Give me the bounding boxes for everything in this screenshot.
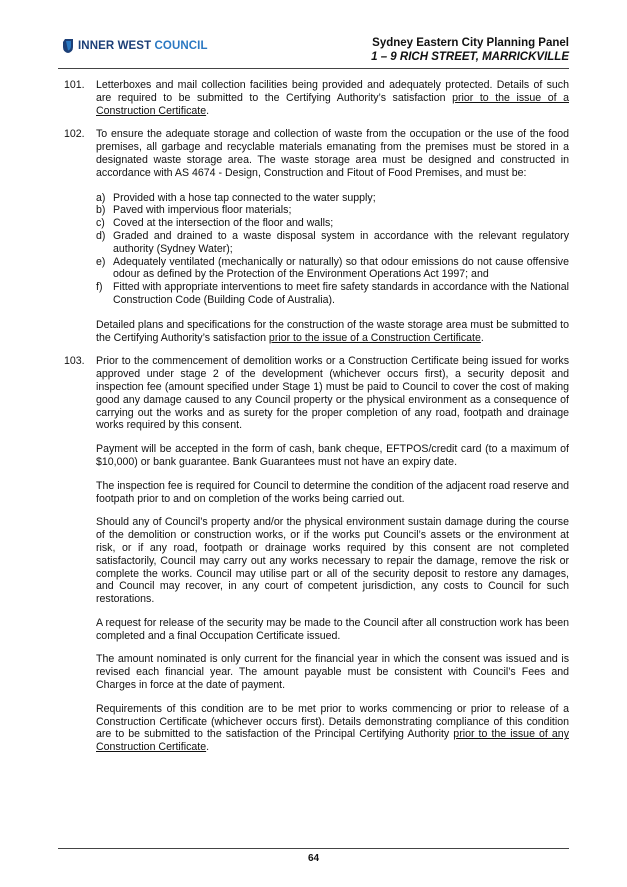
page-number: 64 (307, 853, 320, 864)
condition-paragraph: Should any of Council’s property and/or the physical environment sustain damage during the course of the demolition or construction works, or if the works put Council’s assets or the environment at risk, or if any road, footpath or drainage works required by this consent are not completed satisfactorily, Council may carry out any works necessary to repair the damage, remove the risk or complete the works. Council may utilise part or all of the security deposit to restore any damages, and Council may recover, in any court of competent jurisdiction, any costs to Council for such restorations. (96, 516, 569, 606)
list-item: c) Coved at the intersection of the floor and walls; (96, 217, 334, 230)
condition-number: 102. (64, 128, 85, 141)
list-item: d) Graded and drained to a waste disposal system in accordance with the relevant regulatory authority (Sydney Water); (96, 229, 569, 255)
condition-paragraph: A request for release of the security may be made to the Council after all construction work has been completed and a final Occupation Certificate issued. (96, 616, 569, 642)
condition-paragraph: Letterboxes and mail collection facilities being provided and adequately protected. Details of such are required to be submitted to the Certifying Authority’s satisfaction prior to the issue of a Construction Certificate. (96, 79, 569, 117)
site-address: 1 – 9 RICH STREET, MARRICKVILLE (371, 51, 569, 63)
list-item: a) Provided with a hose tap connected to the water supply; (96, 191, 376, 204)
condition-103 (58, 355, 569, 754)
logo-wordmark: INNER WEST COUNCIL (78, 40, 208, 52)
document-title (371, 36, 569, 64)
panel-name: Sydney Eastern City Planning Panel (372, 37, 569, 49)
council-emblem-icon (62, 38, 74, 54)
condition-paragraph: The inspection fee is required for Council to determine the condition of the adjacent road reserve and footpath prior to and on completion of the works being carried out. (96, 479, 569, 505)
list-item: b) Paved with impervious floor materials; (96, 204, 292, 217)
condition-paragraph: Detailed plans and specifications for the construction of the waste storage area must be submitted to the Certifying Authority’s satisfaction prior to the issue of a Construction Certificate. (96, 318, 569, 344)
requirements-list (96, 192, 569, 307)
header-divider (58, 68, 569, 69)
condition-paragraph: To ensure the adequate storage and collection of waste from the occupation or the use of the food premises, all garbage and recyclable materials emanating from the premises must be stored in a designated waste storage area. The waste storage area must be designed and constructed in accordance with AS 4674 - Design, Construction and Fitout of Food Premises, and must be: (96, 128, 569, 179)
condition-102 (58, 128, 569, 344)
list-item: e) Adequately ventilated (mechanically or naturally) so that odour emissions do not cause offensive odour as defined by the Protection of the Environment Operations Act 1997; and (96, 255, 569, 281)
condition-number: 103. (64, 355, 85, 368)
condition-101 (58, 79, 569, 117)
condition-paragraph: Prior to the commencement of demolition works or a Construction Certificate being issued for works approved under stage 2 of the development (whichever occurs first), a security deposit and inspection fee (amount specified under Stage 1) must be paid to Council to cover the cost of making good any damage caused to any Council property or the physical environment as a consequence of carrying out the works and as surety for the proper completion of any road, footpath and drainage works required by this consent. (96, 355, 569, 432)
condition-number: 101. (64, 79, 85, 91)
condition-paragraph: The amount nominated is only current for the financial year in which the consent was issued and is revised each financial year. The amount payable must be consistent with Council’s Fees and Charges in force at the date of payment. (96, 653, 569, 692)
council-logo (62, 38, 208, 54)
condition-paragraph: Requirements of this condition are to be met prior to works commencing or prior to release of a Construction Certificate (whichever occurs first). Details demonstrating compliance of this condition are to be submitted to the satisfaction of the Principal Certifying Authority prior to the issue of any Construction Certificate. (96, 702, 569, 754)
condition-paragraph: Payment will be accepted in the form of cash, bank cheque, EFTPOS/credit card (to a maximum of $10,000) or bank guarantee. Bank Guarantees must not have an expiry date. (96, 443, 569, 468)
page-header (0, 0, 627, 72)
conditions-body (58, 79, 569, 754)
footer-divider (58, 848, 569, 849)
list-item: f) Fitted with appropriate interventions to meet fire safety standards in accordance with the National Construction Code (Building Code of Australia). (96, 281, 569, 306)
